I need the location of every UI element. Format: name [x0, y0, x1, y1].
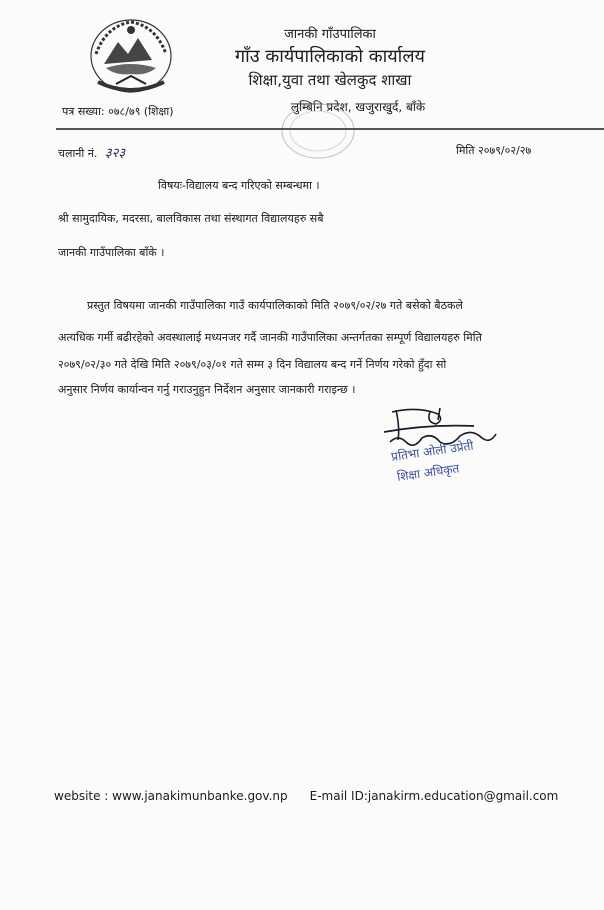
office-name: गाँउ कार्यपालिकाको कार्यालय	[235, 46, 425, 67]
body-line-1: प्रस्तुत विषयमा जानकी गाउँपालिका गाउँ कार्यपालिकाको मिति २०७९/०२/२७ गते बसेको बैठकले	[87, 299, 463, 312]
dispatch-value: ३२३	[104, 146, 126, 161]
addressee-line-1: श्री सामुदायिक, मदरसा, बालविकास तथा संस्थागत विद्यालयहरु सबै	[58, 212, 324, 225]
dispatch-number	[58, 143, 125, 161]
nepal-emblem-icon	[86, 14, 176, 98]
body-line-2: अत्यधिक गर्मी बढीरहेको अवस्थालाई मध्यनजर गर्दै जानकी गाउँपालिका अन्तर्गतका सम्पूर्ण विद्यालयहरु मिति	[58, 331, 482, 344]
letter-subject: विषयः-विद्यालय बन्द गरिएको सम्बन्धमा ।	[158, 179, 320, 192]
municipality-name: जानकी गाँउपालिका	[284, 27, 376, 42]
dispatch-label: चलानी नं.	[58, 147, 98, 160]
body-line-3: २०७९/०२/३० गते देखि मिति २०७९/०३/०१ गते सम्म ३ दिन विद्यालय बन्द गर्ने निर्णय गरेको हुँदा सो	[58, 358, 447, 371]
letter-number: पत्र सख्या: ०७८/७९ (शिक्षा)	[62, 105, 174, 118]
office-stamp-icon	[278, 100, 358, 162]
office-address: लुम्बिनि प्रदेश, खजुराखुर्द, बाँके	[290, 100, 426, 114]
body-line-4: अनुसार निर्णय कार्यान्वन गर्नु गराउनुहुन निर्देशन अनुसार जानकारी गराइन्छ ।	[58, 383, 356, 396]
footer-website: website : www.janakimunbanke.gov.np	[54, 789, 288, 803]
signatory-name: प्रतिभा ओली उप्रेती	[390, 438, 475, 464]
signatory-title: शिक्षा अधिकृत	[396, 461, 461, 484]
footer-contact	[54, 789, 558, 803]
addressee-line-2: जानकी गाउँपालिका बाँके ।	[58, 246, 165, 259]
letter-date: मिति २०७९/०२/२७	[456, 144, 532, 157]
section-name: शिक्षा,युवा तथा खेलकुद शाखा	[248, 71, 412, 89]
header-divider	[56, 128, 604, 130]
footer-email: E-mail ID:janakirm.education@gmail.com	[309, 789, 559, 803]
